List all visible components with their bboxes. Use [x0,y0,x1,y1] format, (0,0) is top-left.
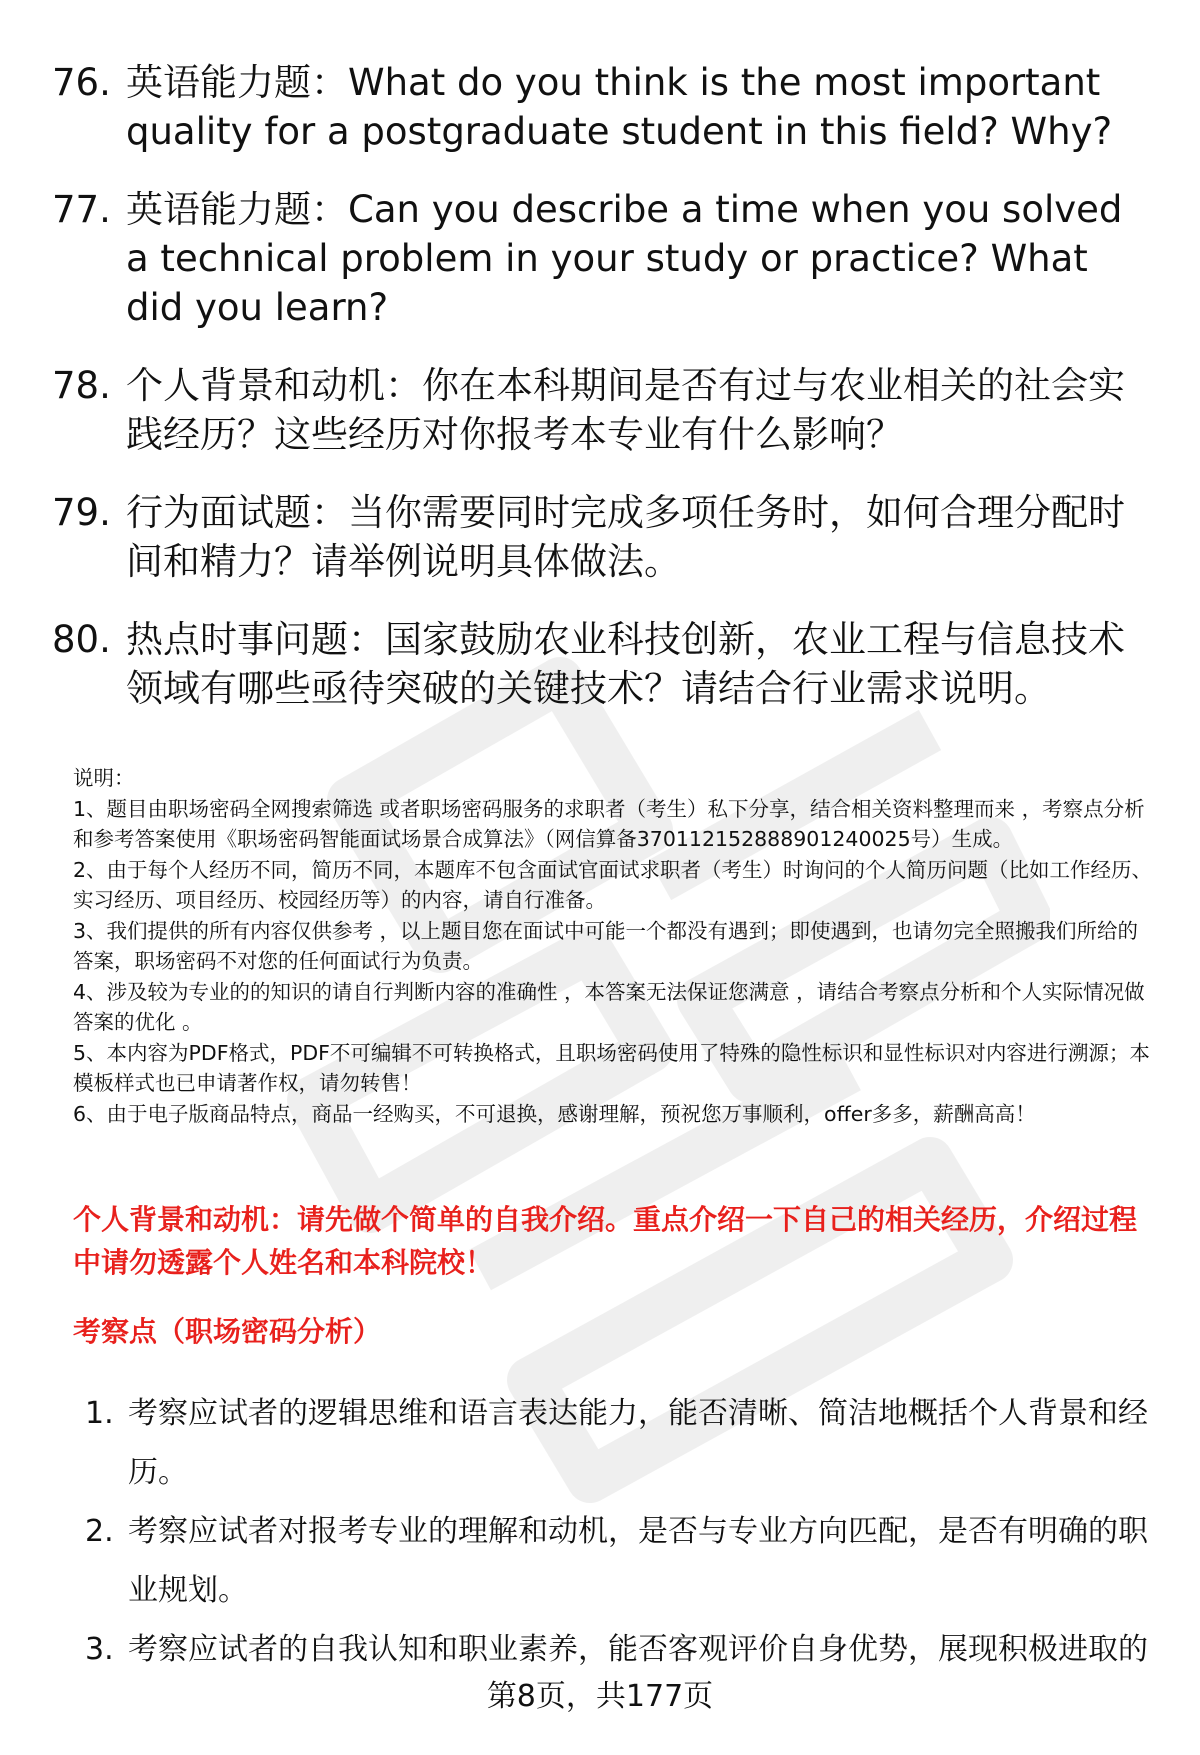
question-item [52,361,1152,459]
question-number: 77. [52,188,111,231]
point-text: 考察应试者对报考专业的理解和动机，是否与专业方向匹配，是否有明确的职业规划。 [128,1514,1148,1608]
question-text: 热点时事问题：国家鼓励农业科技创新，农业工程与信息技术领域有哪些亟待突破的关键技术？请结合行业需求说明。 [126,618,1125,710]
question-text: 英语能力题：What do you think is the most important quality for a postgraduate student in this field? Why? [126,61,1113,153]
question-text: 个人背景和动机：你在本科期间是否有过与农业相关的社会实践经历？这些经历对你报考本专业有什么影响？ [126,364,1125,456]
question-list [52,58,1152,742]
note-item: 3、我们提供的所有内容仅供参考 ，以上题目您在面试中可能一个都没有遇到；即使遇到，也请勿完全照搬我们所给的答案，职场密码不对您的任何面试行为负责。 [73,918,1139,973]
question-item [52,185,1152,332]
analysis-point [73,1502,1158,1620]
note-item: 2、由于每个人经历不同，简历不同，本题库不包含面试官面试求职者（考生）时询问的个人简历问题（比如工作经历、实习经历、项目经历、校园经历等）的内容，请自行准备。 [73,857,1153,912]
notes-section [73,763,1158,1129]
note-item: 1、题目由职场密码全网搜索筛选 或者职场密码服务的求职者（考生）私下分享，结合相关资料整理而来 ，考察点分析和参考答案使用《职场密码智能面试场景合成算法》（网信算备370112152888901240025号）生成。 [73,796,1145,851]
question-number: 79. [52,491,111,534]
point-number: 2. [85,1514,114,1549]
note-item: 4、涉及较为专业的的知识的请自行判断内容的准确性 ，本答案无法保证您满意 ，请结合考察点分析和个人实际情况做答案的优化 。 [73,979,1145,1034]
analysis-title: 考察点（职场密码分析） [73,1315,382,1348]
point-text: 考察应试者的自我认知和职业素养，能否客观评价自身优势，展现积极进取的 [128,1632,1148,1667]
analysis-point [73,1620,1158,1679]
analysis-point [73,1384,1158,1502]
question-text: 行为面试题：当你需要同时完成多项任务时，如何合理分配时间和精力？请举例说明具体做法。 [126,491,1125,583]
question-number: 80. [52,618,111,661]
note-item: 6、由于电子版商品特点，商品一经购买，不可退换，感谢理解，预祝您万事顺利，offer多多，薪酬高高！ [73,1101,1036,1126]
question-item [52,58,1152,156]
notes-title: 说明： [73,766,135,790]
point-text: 考察应试者的逻辑思维和语言表达能力，能否清晰、简洁地概括个人背景和经历。 [128,1396,1148,1490]
point-number: 1. [85,1396,114,1431]
question-item [52,615,1152,713]
question-text: 英语能力题：Can you describe a time when you solved a technical problem in your study or practice? What did you learn? [126,188,1123,329]
analysis-point-list [73,1384,1158,1679]
question-number: 78. [52,364,111,407]
question-number: 76. [52,61,111,104]
featured-question: 个人背景和动机：请先做个简单的自我介绍。重点介绍一下自己的相关经历，介绍过程中请勿透露个人姓名和本科院校！ [73,1203,1138,1279]
page-footer: 第8页，共177页 [486,1679,714,1714]
note-item: 5、本内容为PDF格式，PDF不可编辑不可转换格式，且职场密码使用了特殊的隐性标识和显性标识对内容进行溯源；本模板样式也已申请著作权，请勿转售！ [73,1040,1150,1095]
point-number: 3. [85,1632,114,1667]
question-item [52,488,1152,586]
